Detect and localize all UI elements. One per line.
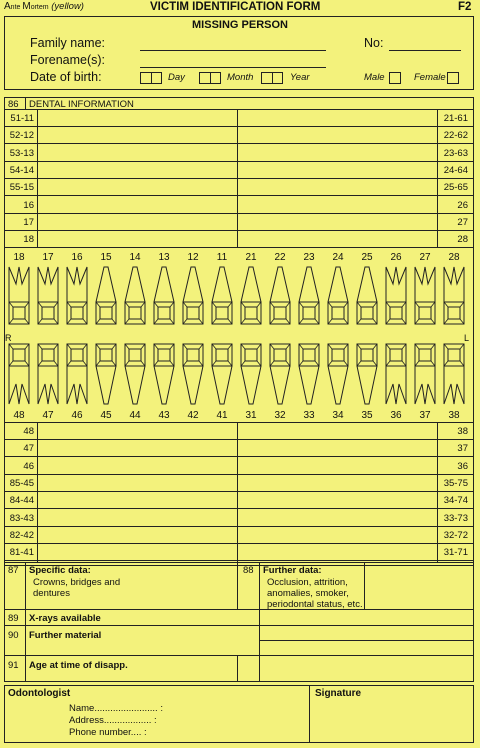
upper-tooth[interactable]	[38, 267, 58, 324]
upper-row	[4, 145, 474, 162]
upper-row	[4, 179, 474, 196]
s87-text2: dentures	[33, 588, 70, 599]
lower-tooth[interactable]	[183, 344, 203, 404]
month-label: Month	[227, 72, 254, 83]
lower-left-col-divider	[37, 422, 38, 562]
upper-right-label: 26	[457, 199, 468, 211]
tooth-number: 14	[129, 252, 141, 263]
lower-tooth[interactable]	[125, 344, 145, 404]
day-label: Day	[168, 72, 185, 83]
lower-row	[4, 440, 474, 457]
upper-mid-divider	[237, 110, 238, 248]
upper-right-label: 27	[457, 216, 468, 228]
upper-right-label: 24-64	[443, 164, 468, 176]
lower-tooth[interactable]	[96, 344, 116, 404]
lower-left-label: 48	[23, 426, 34, 437]
upper-right-label: 21-61	[443, 113, 468, 124]
upper-row	[4, 197, 474, 214]
upper-tooth[interactable]	[386, 267, 406, 324]
forenames-label: Forename(s):	[30, 53, 106, 67]
upper-tooth[interactable]	[444, 267, 464, 324]
tooth-number: 23	[303, 252, 315, 263]
tooth-number: 42	[187, 410, 199, 421]
form-type-rest2: ortem	[30, 4, 49, 11]
form-title: VICTIM IDENTIFICATION FORM	[150, 1, 321, 13]
lower-tooth[interactable]	[212, 344, 232, 404]
upper-left-label: 51-11	[10, 113, 34, 124]
form-type-m: M	[22, 1, 31, 12]
lower-row	[4, 492, 474, 509]
signature-label: Signature	[315, 688, 362, 699]
lower-tooth[interactable]	[357, 344, 377, 404]
family-name-field[interactable]	[140, 50, 326, 51]
sections-num-col	[25, 562, 26, 682]
female-checkbox[interactable]	[447, 72, 459, 84]
tooth-number: 45	[100, 410, 112, 421]
s91-num: 91	[8, 660, 19, 671]
odontologist-address[interactable]: Address.................. :	[69, 715, 157, 726]
upper-left-col-divider	[37, 110, 38, 248]
lower-row	[4, 423, 474, 440]
lower-row	[4, 510, 474, 527]
dob-day-box-divider	[140, 72, 152, 84]
form-type-rest1: nte	[10, 4, 23, 11]
lower-tooth[interactable]	[328, 344, 348, 404]
upper-tooth[interactable]	[270, 267, 290, 324]
lower-tooth[interactable]	[415, 344, 435, 404]
tooth-number: 16	[71, 252, 83, 263]
s87-num: 87	[8, 565, 19, 576]
s88-label: Further data:	[263, 565, 322, 576]
tooth-number: 11	[216, 252, 228, 263]
tooth-number: 15	[100, 252, 112, 263]
upper-left-label: 16	[23, 199, 34, 211]
dental-header-divider	[25, 97, 26, 110]
s90-num: 90	[8, 630, 19, 641]
lower-tooth[interactable]	[444, 344, 464, 404]
s88-num: 88	[243, 565, 254, 576]
lower-row	[4, 458, 474, 475]
family-name-label: Family name:	[30, 36, 106, 50]
lower-rows-top-line	[4, 422, 474, 423]
lower-tooth[interactable]	[67, 344, 87, 404]
tooth-number: 27	[419, 252, 431, 263]
male-checkbox[interactable]	[389, 72, 401, 84]
s88-text1: Occlusion, attrition,	[267, 577, 348, 588]
form-type-a: A	[4, 1, 11, 12]
forenames-field[interactable]	[140, 67, 326, 68]
sections-lower-divider	[259, 609, 260, 682]
tooth-number: 18	[13, 252, 25, 263]
s90-label: Further material	[29, 630, 102, 641]
upper-tooth[interactable]	[96, 267, 116, 324]
s91-top-line	[4, 655, 474, 656]
s88-text3: periodontal status, etc.	[267, 599, 363, 610]
s88-num-divider	[259, 562, 260, 609]
upper-row	[4, 110, 474, 127]
lower-row	[4, 544, 474, 561]
odontologist-phone[interactable]: Phone number.... :	[69, 727, 147, 738]
s88-right-divider	[364, 562, 365, 609]
side-l: L	[464, 333, 470, 343]
s91-label: Age at time of disapp.	[29, 660, 128, 671]
lower-right-label: 34-74	[443, 495, 468, 507]
tooth-number: 13	[158, 252, 170, 263]
form-color: (yellow)	[51, 1, 84, 12]
footer-divider	[309, 685, 310, 743]
tooth-number: 22	[274, 252, 286, 263]
s87-text1: Crowns, bridges and	[33, 577, 121, 588]
upper-right-label: 23-63	[443, 147, 468, 159]
dental-info-title: DENTAL INFORMATION	[29, 99, 134, 110]
upper-left-label: 54-14	[9, 164, 34, 176]
upper-right-label: 28	[457, 234, 468, 246]
form-type	[4, 1, 84, 12]
female-label: Female	[414, 72, 446, 83]
upper-row	[4, 231, 474, 248]
lower-left-label: 81-41	[9, 547, 34, 559]
upper-tooth[interactable]	[9, 267, 29, 324]
upper-row	[4, 127, 474, 144]
lower-right-label: 37	[457, 443, 468, 455]
upper-right-col-divider	[437, 110, 438, 248]
lower-tooth[interactable]	[299, 344, 319, 404]
year-label: Year	[290, 72, 310, 83]
lower-left-label: 47	[23, 443, 34, 455]
upper-tooth[interactable]	[415, 267, 435, 324]
upper-tooth[interactable]	[299, 267, 319, 324]
lower-mid-divider	[237, 422, 238, 562]
lower-tooth[interactable]	[154, 344, 174, 404]
dob-year-box-divider	[261, 72, 273, 84]
s89-top-line	[4, 609, 474, 610]
tooth-chart	[4, 264, 474, 414]
lower-right-label: 32-72	[443, 529, 468, 541]
lower-tooth[interactable]	[270, 344, 290, 404]
lower-right-label: 36	[457, 460, 468, 472]
tooth-number: 36	[390, 410, 402, 421]
upper-row	[4, 214, 474, 231]
upper-tooth[interactable]	[357, 267, 377, 324]
upper-tooth[interactable]	[125, 267, 145, 324]
s87-label: Specific data:	[29, 565, 91, 576]
lower-right-label: 35-75	[443, 477, 468, 489]
s89-num: 89	[8, 613, 19, 624]
lower-left-label: 82-42	[9, 529, 34, 541]
side-r: R	[5, 333, 12, 343]
s90-right-line	[259, 640, 474, 641]
lower-left-label: 84-44	[9, 495, 34, 507]
dental-section-num: 86	[8, 99, 19, 110]
tooth-number: 41	[216, 410, 228, 421]
lower-right-label: 38	[457, 426, 468, 437]
upper-left-label: 18	[23, 234, 34, 246]
upper-left-label: 52-12	[9, 130, 34, 142]
tooth-number: 17	[42, 252, 54, 263]
no-label: No:	[364, 36, 384, 50]
upper-right-label: 22-62	[443, 130, 468, 142]
form-code: F2	[458, 1, 472, 13]
tooth-number: 47	[42, 410, 54, 421]
tooth-number: 38	[448, 410, 460, 421]
no-field[interactable]	[389, 50, 461, 51]
s91-mid-divider	[237, 655, 238, 682]
upper-tooth[interactable]	[154, 267, 174, 324]
upper-tooth[interactable]	[67, 267, 87, 324]
tooth-number: 32	[274, 410, 286, 421]
lower-left-label: 85-45	[9, 477, 34, 489]
odontologist-label: Odontologist	[8, 688, 71, 699]
tooth-number: 35	[361, 410, 373, 421]
lower-tooth[interactable]	[38, 344, 58, 404]
s89-label: X-rays available	[29, 613, 101, 624]
odontologist-name[interactable]: Name........................ :	[69, 703, 163, 714]
upper-tooth[interactable]	[241, 267, 261, 324]
missing-person-title: MISSING PERSON	[192, 19, 288, 31]
tooth-number: 37	[419, 410, 431, 421]
tooth-number: 31	[245, 410, 257, 421]
tooth-number: 44	[129, 410, 141, 421]
lower-left-label: 83-43	[9, 512, 34, 524]
male-label: Male	[364, 72, 385, 83]
tooth-number: 25	[361, 252, 373, 263]
tooth-number: 28	[448, 252, 460, 263]
s90-top-line	[4, 625, 474, 626]
tooth-number: 48	[13, 410, 25, 421]
dob-label: Date of birth:	[30, 70, 102, 84]
lower-tooth[interactable]	[9, 344, 29, 404]
lower-row	[4, 475, 474, 492]
lower-tooth[interactable]	[241, 344, 261, 404]
tooth-number: 46	[71, 410, 83, 421]
tooth-number: 34	[332, 410, 344, 421]
tooth-number: 26	[390, 252, 402, 263]
upper-right-label: 25-65	[443, 182, 468, 194]
tooth-number: 21	[245, 252, 257, 263]
lower-right-label: 33-73	[443, 512, 468, 524]
upper-tooth[interactable]	[183, 267, 203, 324]
tooth-number: 33	[303, 410, 315, 421]
upper-tooth[interactable]	[212, 267, 232, 324]
tooth-number: 12	[187, 252, 199, 263]
lower-row	[4, 527, 474, 544]
upper-left-label: 55-15	[9, 182, 34, 194]
upper-tooth[interactable]	[328, 267, 348, 324]
upper-left-label: 17	[23, 216, 34, 228]
tooth-number: 24	[332, 252, 344, 263]
upper-left-label: 53-13	[9, 147, 34, 159]
s87-s88-divider	[237, 562, 238, 609]
lower-tooth[interactable]	[386, 344, 406, 404]
tooth-number: 43	[158, 410, 170, 421]
dob-month-box-divider	[199, 72, 211, 84]
upper-row	[4, 162, 474, 179]
lower-right-col-divider	[437, 422, 438, 562]
s88-text2: anomalies, smoker,	[267, 588, 349, 599]
lower-right-label: 31-71	[443, 547, 468, 559]
lower-left-label: 46	[23, 460, 34, 472]
